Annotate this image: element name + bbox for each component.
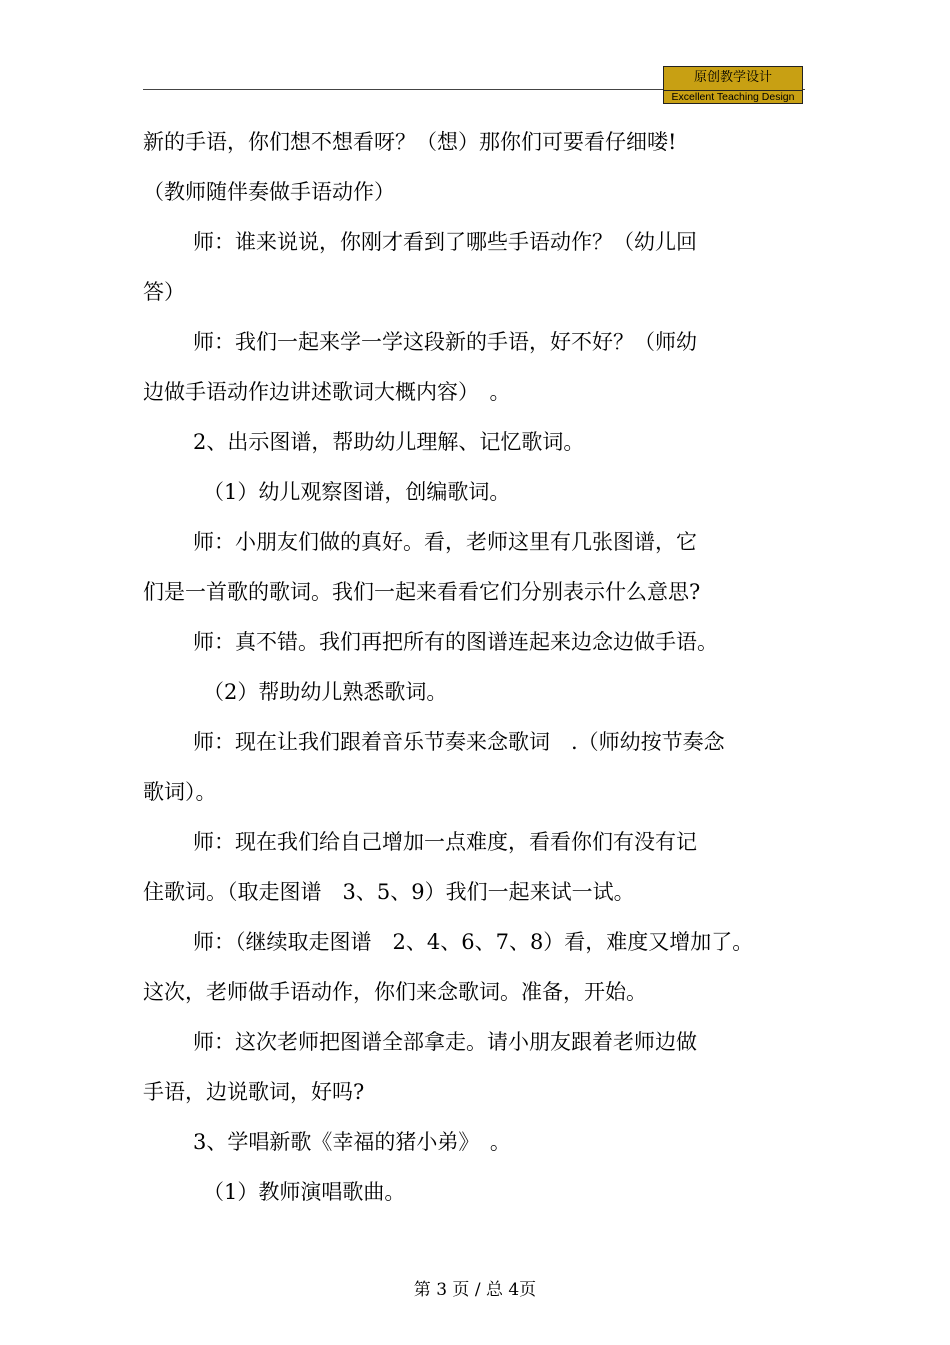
subsection-heading: （1）教师演唱歌曲。: [203, 1180, 406, 1204]
subsection-heading: （2）帮助幼儿熟悉歌词。: [203, 680, 448, 704]
text-line: 住歌词。（取走图谱 3、5、9）我们一起来试一试。: [143, 880, 635, 904]
text-line: （教师随伴奏做手语动作）: [143, 180, 395, 204]
text-line: 师：这次老师把图谱全部拿走。请小朋友跟着老师边做: [193, 1030, 697, 1054]
text-line: 边做手语动作边讲述歌词大概内容） 。: [143, 380, 511, 404]
text-line: 答）: [143, 280, 185, 304]
section-heading: 3、学唱新歌《幸福的猪小弟》 。: [193, 1130, 511, 1154]
text-line: 师：我们一起来学一学这段新的手语，好不好？（师幼: [193, 330, 697, 354]
text-line: 们是一首歌的歌词。我们一起来看看它们分别表示什么意思?: [143, 580, 701, 604]
header-badge: [663, 66, 803, 104]
text-line: 这次，老师做手语动作，你们来念歌词。准备，开始。: [143, 980, 647, 1004]
text-line: 师：（继续取走图谱 2、4、6、7、8）看，难度又增加了。: [193, 930, 754, 954]
subsection-heading: （1）幼儿观察图谱，创编歌词。: [203, 480, 511, 504]
section-heading: 2、出示图谱，帮助幼儿理解、记忆歌词。: [193, 430, 585, 454]
badge-subtitle: Excellent Teaching Design: [671, 91, 795, 103]
text-line: 师：现在让我们跟着音乐节奏来念歌词 .（师幼按节奏念: [193, 730, 725, 754]
text-line: 师：小朋友们做的真好。看，老师这里有几张图谱，它: [193, 530, 697, 554]
text-line: 师：谁来说说，你刚才看到了哪些手语动作？（幼儿回: [193, 230, 697, 254]
text-line: 师：现在我们给自己增加一点难度，看看你们有没有记: [193, 830, 697, 854]
badge-title: 原创教学设计: [693, 70, 772, 85]
text-line: 歌词）。: [143, 780, 217, 804]
page-number: 第 3 页 / 总 4页: [413, 1280, 537, 1300]
text-line: 手语，边说歌词，好吗?: [143, 1080, 365, 1104]
text-line: 师：真不错。我们再把所有的图谱连起来边念边做手语。: [193, 630, 718, 654]
text-line: 新的手语，你们想不想看呀？（想）那你们可要看仔细喽!: [143, 130, 677, 154]
